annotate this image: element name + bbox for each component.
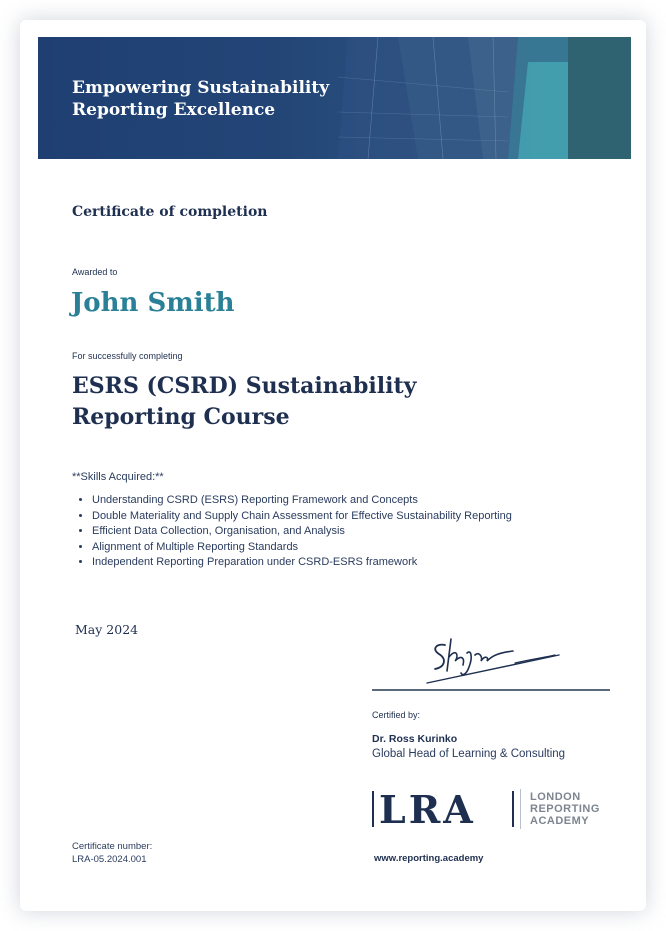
logo-divider (520, 789, 521, 829)
signature-image (423, 627, 563, 687)
certificate-page (38, 37, 631, 894)
certificate-number-label: Certificate number: (72, 841, 153, 852)
certificate-heading: Certificate of completion (72, 204, 268, 220)
skill-item: • Efficient Data Collection, Organisation, and Analysis (92, 524, 512, 540)
header-banner (38, 37, 631, 159)
signer-title: Global Head of Learning & Consulting (372, 748, 566, 760)
awarded-to-label: Awarded to (72, 267, 118, 277)
logo-words: LONDON REPORTING ACADEMY (530, 791, 600, 827)
skill-item: • Understanding CSRD (ESRS) Reporting Framework and Concepts (92, 493, 512, 509)
course-title: ESRS (CSRD) Sustainability Reporting Course (72, 373, 417, 430)
skills-list (74, 493, 512, 571)
signer-name: Dr. Ross Kurinko (372, 733, 458, 745)
skill-item: • Independent Reporting Preparation under CSRD-ESRS framework (92, 555, 512, 571)
skills-heading: **Skills Acquired:** (72, 471, 164, 483)
certified-by-label: Certified by: (372, 710, 421, 720)
recipient-name: John Smith (71, 288, 235, 318)
completion-date: May 2024 (75, 622, 139, 637)
logo-letters: LRA (379, 787, 476, 832)
logo-bar-left (372, 791, 374, 827)
skill-item: • Double Materiality and Supply Chain Assessment for Effective Sustainability Reporting (92, 509, 512, 525)
certificate-number: LRA-05.2024.001 (72, 854, 147, 865)
logo-bar-right (512, 791, 514, 827)
skill-item: • Alignment of Multiple Reporting Standards (92, 540, 512, 556)
signature-line (372, 689, 610, 691)
website-link[interactable]: www.reporting.academy (374, 853, 484, 864)
completing-label: For successfully completing (72, 351, 183, 361)
banner-title: Empowering Sustainability Reporting Excellence (72, 78, 330, 120)
